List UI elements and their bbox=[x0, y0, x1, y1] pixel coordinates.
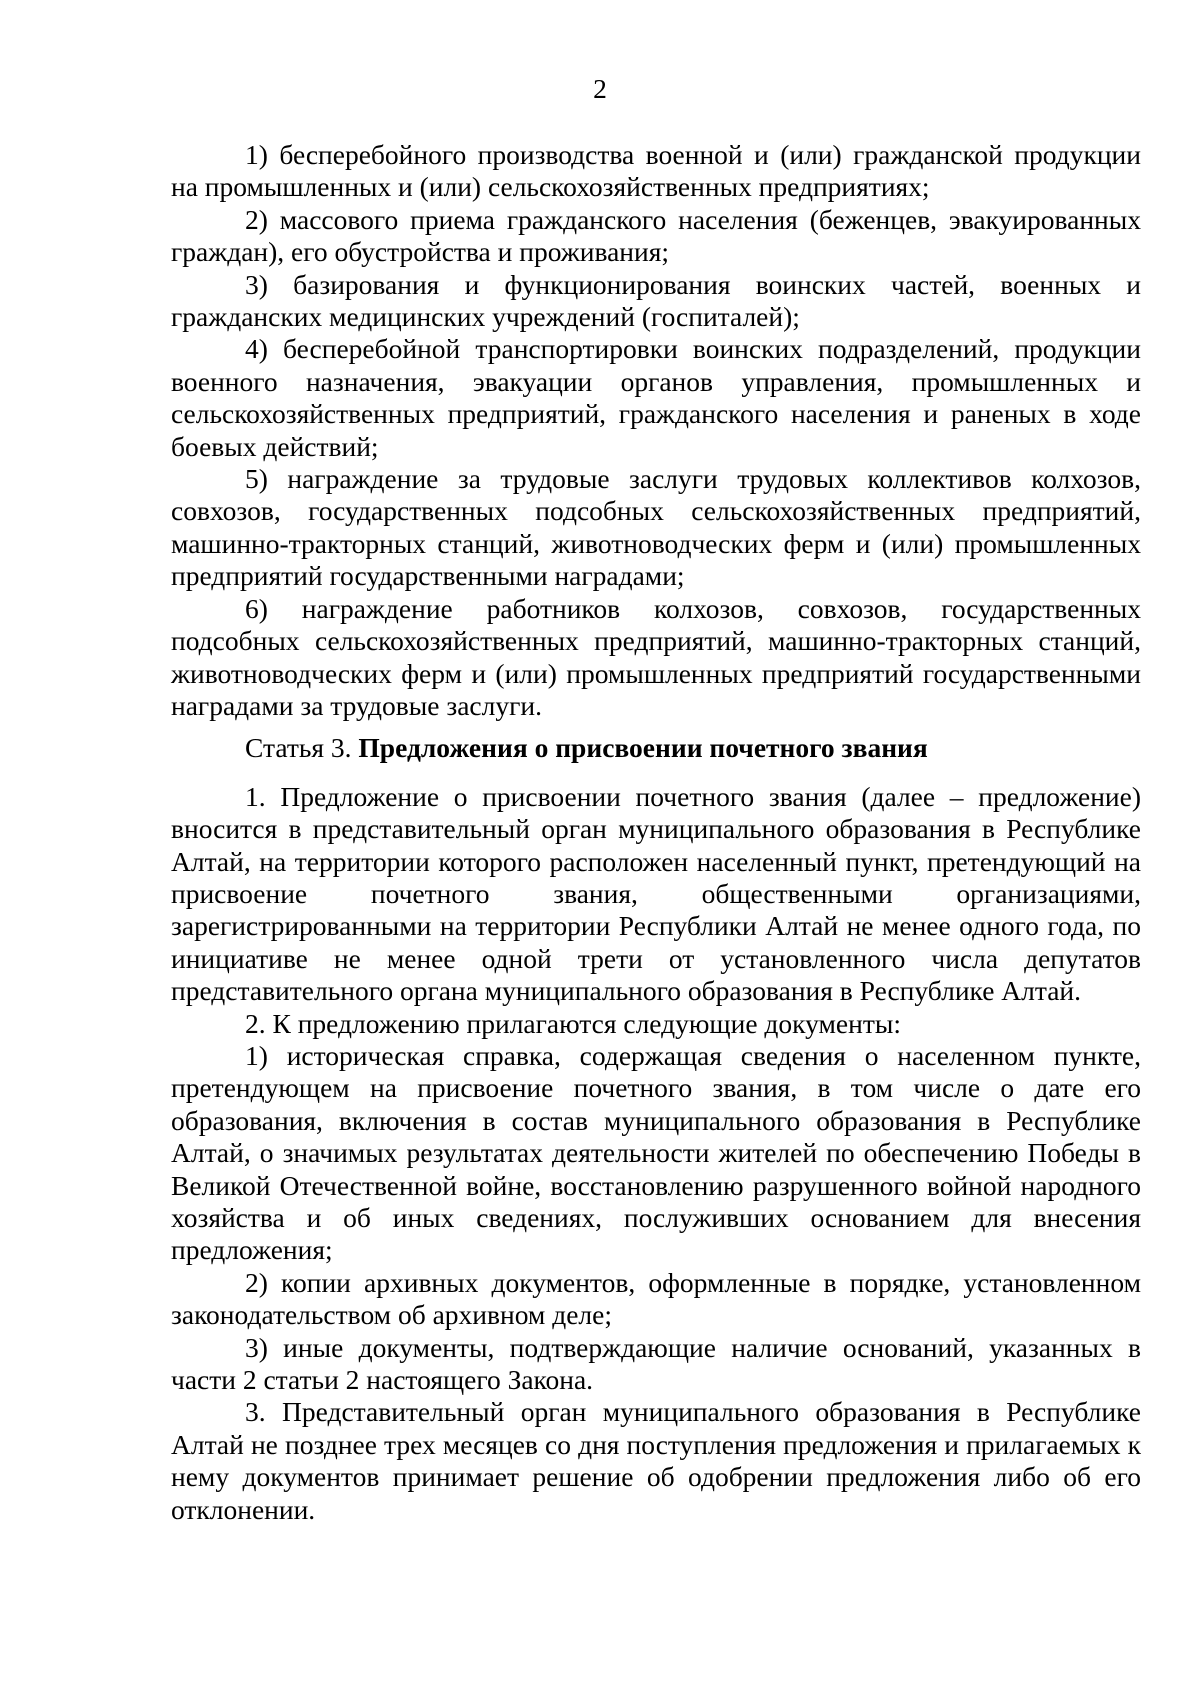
list-item-6: 6) награждение работников колхозов, совхозов, государственных подсобных сельскохозяйственных предприятий, машинно-тракторных станций, животноводческих ферм и (или) промышленных предприятий государственными наградами за трудовые заслуги. bbox=[171, 592, 1141, 721]
list-item-1: 1) бесперебойного производства военной и (или) гражданской продукции на промышленных и (или) сельскохозяйственных предприятиях; bbox=[171, 139, 1141, 203]
clause-2-item-3: 3) иные документы, подтверждающие наличие оснований, указанных в части 2 статьи 2 настоящего Закона. bbox=[171, 1331, 1141, 1396]
clause-2-item-1: 1) историческая справка, содержащая сведения о населенном пункте, претендующем на присвоение почетного звания, в том числе о дате его образования, включения в состав муниципального образования в Республике Алтай, о значимых результатах деятельности жителей по обеспечению Победы в Великой Отечественной войне, восстановлению разрушенного войной народного хозяйства и об иных сведениях, послуживших основанием для внесения предложения; bbox=[171, 1039, 1141, 1266]
list-item-3: 3) базирования и функционирования воинских частей, военных и гражданских медицинских учреждений (госпиталей); bbox=[171, 268, 1141, 333]
article-label: Статья 3. bbox=[245, 732, 352, 764]
document-body bbox=[171, 139, 1141, 1526]
clause-2: 2. К предложению прилагаются следующие документы: bbox=[245, 1007, 901, 1039]
article-heading bbox=[171, 732, 1141, 764]
page-number: 2 bbox=[593, 73, 607, 104]
clause-2-item-2: 2) копии архивных документов, оформленные в порядке, установленном законодательством об архивном деле; bbox=[171, 1266, 1141, 1331]
article-title: Предложения о присвоении почетного звания bbox=[358, 732, 928, 764]
list-item-4: 4) бесперебойной транспортировки воинских подразделений, продукции военного назначения, эвакуации органов управления, промышленных и сельскохозяйственных предприятий, гражданского населения и раненых в ходе боевых действий; bbox=[171, 333, 1141, 462]
list-item-5: 5) награждение за трудовые заслуги трудовых коллективов колхозов, совхозов, государственных подсобных сельскохозяйственных предприятий, машинно-тракторных станций, животноводческих ферм и (или) промышленных предприятий государственными наградами; bbox=[171, 463, 1141, 592]
list-item-2: 2) массового приема гражданского населения (беженцев, эвакуированных граждан), его обустройства и проживания; bbox=[171, 203, 1141, 268]
clause-3: 3. Представительный орган муниципального образования в Республике Алтай не позднее трех месяцев со дня поступления предложения и прилагаемых к нему документов принимает решение об одобрении предложения либо об его отклонении. bbox=[171, 1396, 1141, 1525]
clause-1: 1. Предложение о присвоении почетного звания (далее – предложение) вносится в представительный орган муниципального образования в Республике Алтай, на территории которого расположен населенный пункт, претендующий на присвоение почетного звания, общественными организациями, зарегистрированными на территории Республики Алтай не менее одного года, по инициативе не менее одной трети от установленного числа депутатов представительного органа муниципального образования в Республике Алтай. bbox=[171, 780, 1141, 1007]
